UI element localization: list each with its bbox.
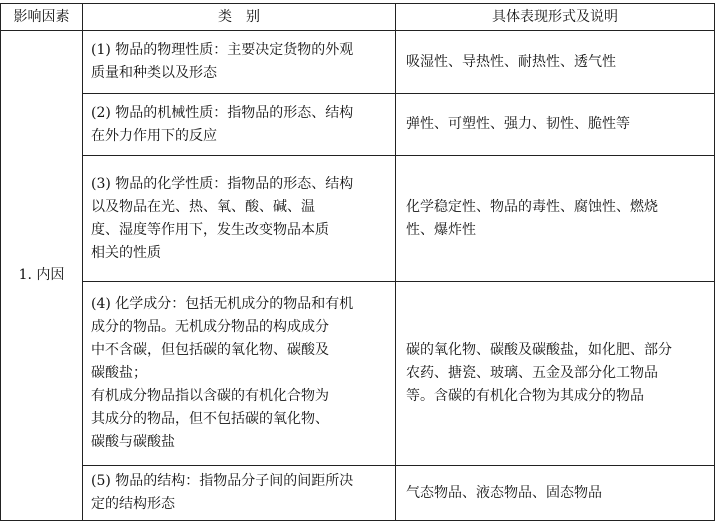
category-line: 中不含碳，但包括碳的氧化物、碳酸及 — [91, 342, 329, 358]
header-category: 类 别 — [83, 4, 396, 31]
description-line: 弹性、可塑性、强力、韧性、脆性等 — [406, 116, 630, 132]
factor-cell: 1. 内因 — [1, 31, 83, 521]
category-line: 碳酸盐； — [91, 365, 147, 381]
description-line: 性、爆炸性 — [406, 221, 476, 238]
category-line: 碳酸与碳酸盐 — [91, 434, 175, 450]
category-line: 有机成分物品指以含碳的有机化合物为 — [91, 388, 329, 404]
category-line: (3) 物品的化学性质：指物品的形态、结构 — [91, 175, 354, 192]
description-cell — [396, 466, 715, 521]
description-cell — [396, 282, 715, 466]
category-cell — [83, 94, 396, 156]
category-line: (2) 物品的机械性质：指物品的形态、结构 — [91, 104, 354, 121]
table-row — [1, 282, 715, 466]
header-description: 具体表现形式及说明 — [396, 4, 715, 31]
category-line: 其成分的物品，但不包括碳的氧化物、 — [91, 411, 329, 427]
category-line: 相关的性质 — [91, 244, 161, 261]
category-line: 以及物品在光、热、氧、酸、碱、温 — [91, 198, 315, 215]
category-cell — [83, 282, 396, 466]
table-row — [1, 466, 715, 521]
category-line: (4) 化学成分：包括无机成分的物品和有机 — [91, 296, 354, 312]
description-cell — [396, 94, 715, 156]
description-line: 碳的氧化物、碳酸及碳酸盐，如化肥、部分 — [406, 342, 672, 358]
category-line: (1) 物品的物理性质：主要决定货物的外观 — [91, 42, 354, 58]
category-cell — [83, 156, 396, 282]
description-line: 化学稳定性、物品的毒性、腐蚀性、燃烧 — [406, 198, 658, 215]
table-row — [1, 31, 715, 94]
description-cell — [396, 31, 715, 94]
description-line: 吸湿性、导热性、耐热性、透气性 — [406, 53, 616, 70]
category-cell — [83, 466, 396, 521]
table-row — [1, 156, 715, 282]
category-line: (5) 物品的结构：指物品分子间的间距所决 — [91, 473, 354, 489]
description-cell — [396, 156, 715, 282]
category-line: 质量和种类以及形态 — [91, 65, 217, 81]
description-line: 农药、搪瓷、玻璃、五金及部分化工物品 — [406, 365, 658, 381]
header-row — [1, 4, 715, 31]
description-line: 气态物品、液态物品、固态物品 — [406, 484, 602, 501]
category-line: 度、湿度等作用下，发生改变物品本质 — [91, 221, 329, 238]
category-line: 成分的物品。无机成分物品的构成成分 — [91, 319, 329, 335]
category-cell — [83, 31, 396, 94]
properties-table — [0, 3, 715, 521]
description-line: 等。含碳的有机化合物为其成分的物品 — [406, 388, 644, 404]
header-factor: 影响因素 — [1, 4, 83, 31]
category-line: 在外力作用下的反应 — [91, 127, 217, 144]
category-line: 定的结构形态 — [91, 496, 175, 512]
table-row — [1, 94, 715, 156]
